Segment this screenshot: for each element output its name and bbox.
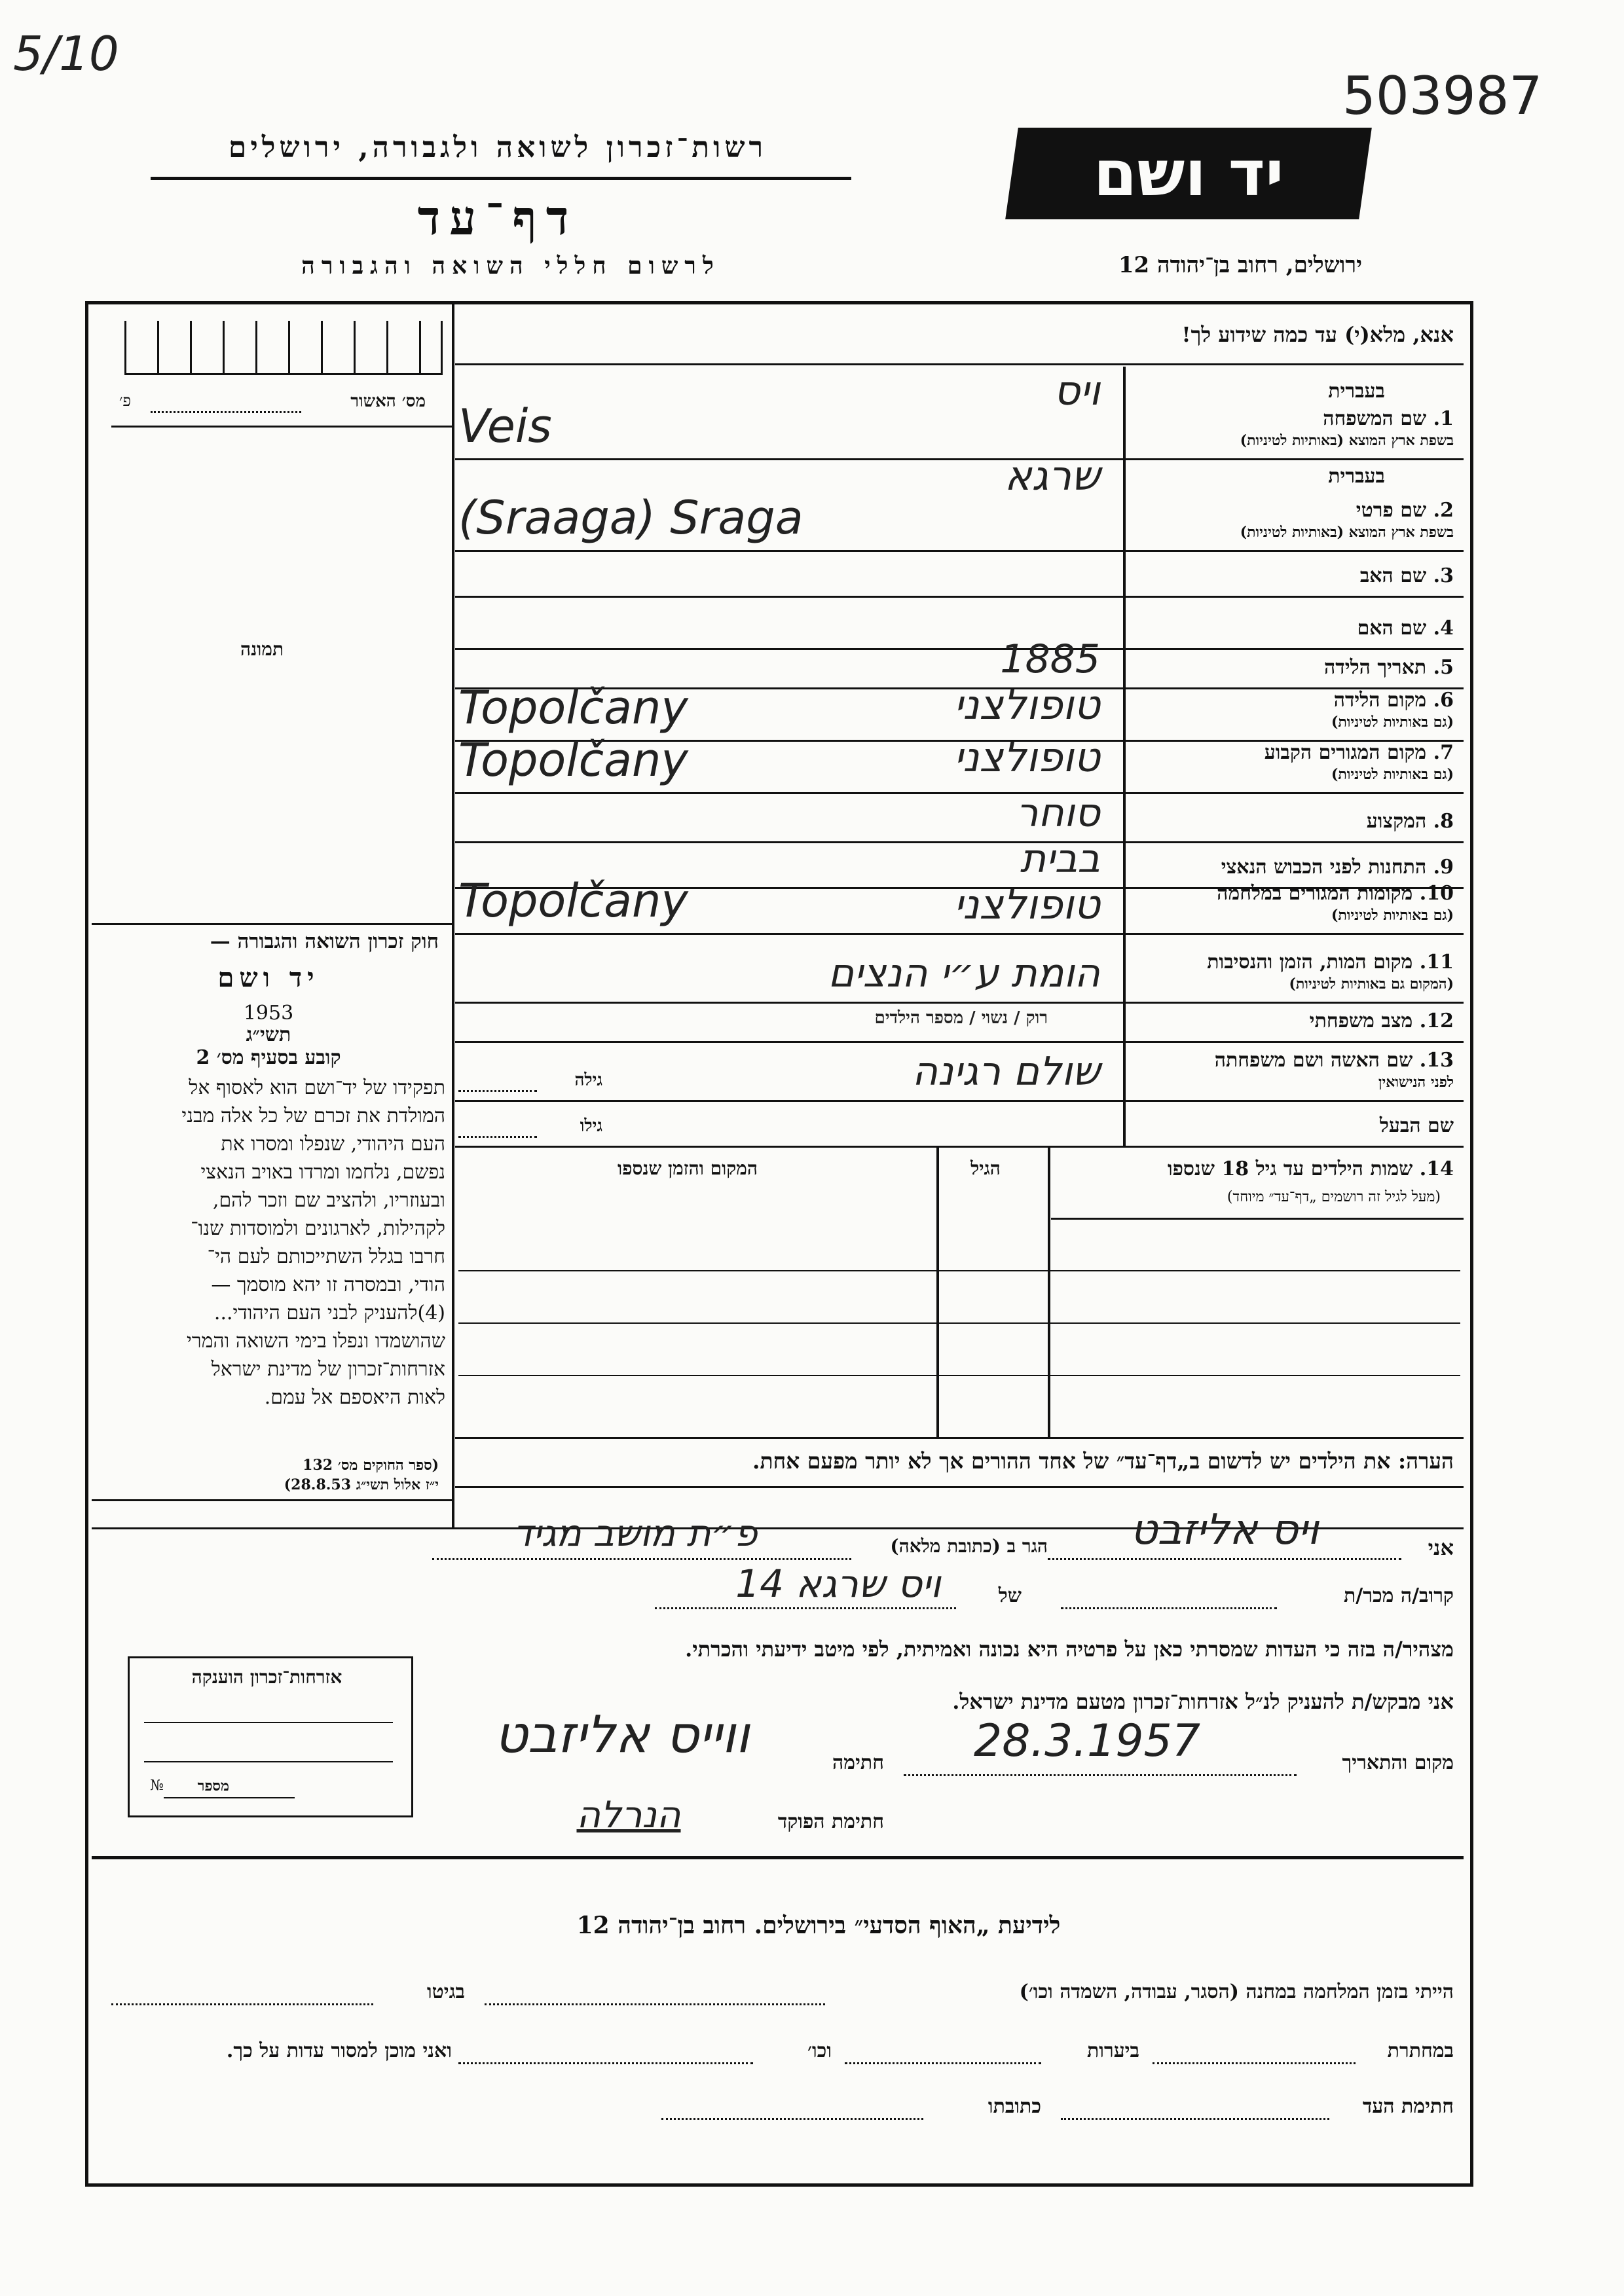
note-rule — [455, 1486, 1464, 1488]
field-value-12[interactable]: רוק / נשוי / מספר הילדים — [874, 1008, 1048, 1028]
field-label-5 — [1130, 656, 1454, 679]
children-bottom-rule — [455, 1437, 1464, 1439]
citizenship-number-label: מספר — [197, 1777, 229, 1795]
field-label-10 — [1130, 882, 1454, 905]
field-value-hebrew-6[interactable]: טופולצני — [953, 681, 1100, 729]
bottom-line1-end: בגיטו — [426, 1980, 465, 2003]
field-value-latin-10[interactable]: Topolčany — [458, 874, 688, 928]
law-footnote-1: (ספר החוקים מס׳ 132 — [303, 1457, 439, 1474]
law-body-line: חרבו בגלל השתייכותם לעם הי־ — [207, 1245, 445, 1268]
law-body-line: תפקידו של יד־ושם הוא לאסוף אל — [189, 1076, 445, 1099]
field-label-text: מקום הלידה — [1333, 689, 1427, 712]
bottom-line3-b: כתובתו — [987, 2095, 1041, 2118]
field-label-2 — [1130, 499, 1454, 522]
field-number: 13. — [1419, 1049, 1454, 1072]
field-value-latin-7[interactable]: Topolčany — [458, 733, 688, 787]
field-row-rule-12 — [455, 1041, 1464, 1043]
children-title-text: שמות הילדים עד גיל 18 שנספו — [1167, 1157, 1413, 1180]
citizenship-title: אזרחות־זכרון הוענקה — [191, 1666, 342, 1688]
field-number: 6. — [1433, 689, 1454, 712]
field-value-11[interactable]: הומת ע״י הנצים — [828, 951, 1100, 996]
witness-signature-field[interactable] — [1061, 2118, 1329, 2120]
signature-value[interactable]: ווייס אליזבט — [494, 1705, 750, 1764]
children-row-3[interactable] — [458, 1375, 1460, 1376]
relation-label: קרוב/ה מכר/ת — [1343, 1584, 1454, 1607]
field-label-12 — [1130, 1010, 1454, 1032]
field-number: 12. — [1419, 1010, 1454, 1032]
law-body-line: המולדת את זכרם של כל אלה מבני — [181, 1104, 445, 1127]
witness-address-field[interactable] — [661, 2118, 923, 2120]
declarant-lives-label: הגר ב (כתובת מלאה) — [890, 1535, 1048, 1557]
field-label-14 — [1130, 1114, 1454, 1137]
field-label-text: המקצוע — [1366, 810, 1427, 833]
officer-label: חתימת הפוקד — [777, 1810, 884, 1833]
field-number: 11. — [1419, 951, 1454, 974]
place-date-label: מקום והתאריך — [1342, 1751, 1454, 1774]
declarant-ani: אני — [1428, 1535, 1454, 1560]
field-value-9[interactable]: בבית — [1020, 836, 1100, 882]
field-label-text: מקומות המגורים במלחמה — [1217, 882, 1413, 905]
children-col-age: הגיל — [970, 1157, 1001, 1179]
bottom-line1-field[interactable] — [485, 2003, 825, 2005]
field-label-6 — [1130, 689, 1454, 712]
officer-signature[interactable]: הנרלה — [576, 1794, 681, 1836]
relation-of-label: של — [998, 1584, 1022, 1607]
field-label-text: מקום המות, הזמן והנסיבות — [1207, 951, 1413, 974]
field-value-hebrew-7[interactable]: טופולצני — [953, 733, 1100, 781]
field-label-3 — [1130, 564, 1454, 587]
approval-field[interactable] — [151, 411, 301, 413]
field-sublabel-7: (גם באותיות לטיניות) — [1331, 766, 1454, 783]
field-value-latin-1[interactable]: Veis — [458, 399, 552, 453]
bottom-line3-a: חתימת העד — [1362, 2095, 1454, 2118]
address: ירושלים, רחוב בן־יהודה 12 — [1118, 252, 1362, 278]
field-value-latin-2[interactable]: (Sraaga) Sraga — [458, 491, 803, 545]
children-col-divider-2 — [936, 1146, 939, 1437]
declarant-name[interactable]: ויס אליזבט — [1130, 1506, 1319, 1554]
field-label-13 — [1130, 1049, 1454, 1072]
authority-title: רשות־זכרון לשואה ולגבורה, ירושלים — [228, 131, 767, 164]
declarant-address[interactable]: פ״ת מושב מגיד — [513, 1512, 758, 1555]
citizenship-no-label: № — [150, 1777, 164, 1794]
field-sublabel-10: (גם באותיות לטיניות) — [1331, 907, 1454, 924]
left-column-divider — [452, 304, 454, 1529]
bottom-line2-b: ביערות — [1086, 2039, 1139, 2062]
field-value-13[interactable]: שולם רגינה — [912, 1049, 1100, 1095]
field-label-text: מצב משפחתי — [1309, 1010, 1413, 1032]
field-number: 3. — [1433, 564, 1454, 587]
field-number: 2. — [1433, 499, 1454, 522]
field-label-7 — [1130, 741, 1454, 764]
law-body-line: לקהילות, לארגונים ולמוסדות שנו־ — [191, 1217, 445, 1240]
law-body-line: נפשם, נלחמו ומרדו באויב הנאצי — [200, 1161, 445, 1184]
field-label-8 — [1130, 810, 1454, 833]
law-body-line: (4)להעניק לבני העם היהודי... — [213, 1302, 445, 1324]
field-label-text: שם האם — [1357, 617, 1427, 640]
field-label-text: שם המשפחה — [1323, 407, 1427, 430]
law-year-heb: תשי״ג — [246, 1023, 291, 1046]
law-body-line: העם היהודי, שנפלו ומסרו את — [221, 1133, 445, 1156]
field-value-hebrew-2[interactable]: שרגא — [1005, 452, 1100, 500]
children-note: הערה: את הילדים יש לדשום ב„דף־עד״ של אחד ההורים אך לא יותר מפעם אחת. — [752, 1448, 1454, 1474]
children-title — [1048, 1157, 1454, 1180]
field-age-line-14[interactable] — [458, 1136, 537, 1138]
declarant-name-line — [1048, 1558, 1401, 1560]
place-date-value[interactable]: 28.3.1957 — [973, 1715, 1201, 1767]
approval-rule — [111, 426, 452, 428]
field-number: 9. — [1433, 856, 1454, 879]
field-sublabel-6: (גם באותיות לטיניות) — [1331, 714, 1454, 731]
form-subtitle: לרשום חללי השואה והגבורה — [301, 252, 720, 280]
header-rule — [151, 177, 851, 180]
law-year: 1953 — [243, 1002, 294, 1025]
law-body — [95, 1074, 445, 1412]
field-label-9 — [1130, 856, 1454, 879]
field-label-text: שם הבעל — [1379, 1114, 1454, 1137]
relation-value-line — [655, 1607, 956, 1609]
label-column-divider — [1123, 367, 1126, 1146]
relation-value[interactable]: ויס שרגא 14 — [735, 1561, 941, 1606]
bottom-line2-end: ואני מוכן למסור עדות על כך. — [226, 2039, 452, 2062]
field-sublabel-1: בשפת ארץ המוצא (באותיות לטיניות) — [1240, 432, 1454, 449]
field-row-rule-2 — [455, 550, 1464, 552]
bottom-line1: הייתי בזמן המלחמה במחנה (הסגר, עבודה, השמדה וכו׳) — [1019, 1980, 1454, 2003]
bottom-line2-a: במחתרת — [1387, 2039, 1454, 2062]
field-value-5[interactable]: 1885 — [1000, 636, 1100, 682]
children-row-1[interactable] — [458, 1270, 1460, 1271]
field-number: 8. — [1433, 810, 1454, 833]
instructions-rule — [455, 363, 1464, 365]
bottom-forests-field[interactable] — [845, 2062, 1041, 2064]
field-label-11 — [1130, 951, 1454, 974]
field-row-rule-13 — [455, 1100, 1464, 1102]
law-name: יד ושם — [217, 962, 320, 993]
field-age-line-13[interactable] — [458, 1090, 537, 1092]
field-number: 7. — [1433, 741, 1454, 764]
law-body-line: אזרחות־זכרון של מדינת ישראל — [211, 1358, 445, 1381]
children-header-rule — [1051, 1218, 1464, 1220]
field-hebrew-tag-2: בעברית — [1328, 465, 1385, 488]
approval-label: מס׳ האשור — [350, 392, 426, 411]
signature-label: חתימה — [832, 1751, 884, 1774]
bottom-section-rule — [92, 1856, 1464, 1859]
field-number: 10. — [1419, 882, 1454, 905]
relation-line[interactable] — [1061, 1607, 1277, 1609]
logo — [1005, 128, 1372, 219]
field-label-text: תאריך הלידה — [1324, 656, 1427, 679]
law-box-bottom-rule — [92, 1499, 452, 1501]
field-age-label-13: גילה — [574, 1070, 602, 1090]
field-label-text: שם האשה ושם משפחתה — [1214, 1049, 1413, 1072]
approval-box — [124, 321, 443, 375]
law-body-line: שהושמדו ונפלו בימי השואה והמרי — [186, 1330, 445, 1353]
law-footnote-2: י״ז אלול תשי״ג 28.8.53) — [284, 1476, 439, 1493]
field-label-4 — [1130, 617, 1454, 640]
citizenship-rule-1[interactable] — [144, 1722, 393, 1723]
field-label-text: שם האב — [1359, 564, 1427, 587]
citizenship-number-line[interactable] — [164, 1797, 295, 1798]
field-label-text: מקום המגורים הקבוע — [1264, 741, 1427, 764]
law-body-line: הודי, ובמסרה זו יהא מוסמך — — [211, 1273, 445, 1296]
field-sublabel-11: (המקום גם באותיות לטיניות) — [1289, 975, 1454, 993]
field-sublabel-13: לפני הנישואין — [1378, 1074, 1454, 1091]
law-box-top-rule — [92, 923, 452, 925]
logo-text: יד ושם — [1093, 137, 1284, 210]
field-label-text: התחנות לפני הכבוש הנאצי — [1221, 856, 1427, 879]
field-sublabel-2: בשפת ארץ המוצא (באותיות לטיניות) — [1240, 524, 1454, 541]
children-num: 14. — [1419, 1157, 1454, 1180]
declarant-address-line — [432, 1558, 851, 1560]
field-value-hebrew-1[interactable]: ויס — [1054, 367, 1100, 414]
citizenship-rule-2[interactable] — [144, 1761, 393, 1762]
corner-note: 5/10 — [13, 26, 119, 81]
request-text: אני מבקש/ת להעניק לנ״ל אזרחות־זכרון מטעם מדינת ישראל. — [952, 1689, 1454, 1714]
children-subtitle: (מעל לגיל זה רושמים „דף־עד״ מיוחד) — [1227, 1189, 1441, 1205]
field-row-rule-11 — [455, 1002, 1464, 1004]
children-row-2[interactable] — [458, 1322, 1460, 1324]
bottom-etc-field[interactable] — [458, 2062, 753, 2064]
bottom-title: לידיעת „האוף הסדעי״ בירושלים. רחוב בן־יהודה 12 — [576, 1912, 1061, 1939]
law-title: חוק זכרון השואה והגבורה — — [210, 930, 439, 953]
children-top-rule — [455, 1146, 1464, 1148]
field-label-1 — [1130, 407, 1454, 430]
approval-suffix: פ׳ — [119, 392, 131, 410]
field-value-hebrew-10[interactable]: טופולצני — [953, 881, 1100, 928]
record-number: 503987 — [1342, 65, 1543, 126]
law-body-line: לאות היאספם אל עמם. — [264, 1386, 445, 1409]
field-row-rule-10 — [455, 933, 1464, 935]
law-section: קובע בסעיף מס׳ 2 — [196, 1046, 341, 1069]
place-date-line — [904, 1774, 1297, 1776]
field-number: 1. — [1433, 407, 1454, 430]
bottom-line1-ghetto-field[interactable] — [111, 2003, 373, 2005]
children-col-place: המקום והזמן שנספו — [618, 1157, 758, 1179]
declaration-text: מצהיר/ה בזה כי העדות שמסרתי כאן על פרטיה היא נכונה ואמיתית, לפי מיטב ידיעתי והכרתי. — [685, 1637, 1454, 1662]
law-body-line: ובעוזריו, ולהציב שם וזכר להם, — [212, 1189, 445, 1212]
field-value-latin-6[interactable]: Topolčany — [458, 681, 688, 735]
form-title: דף־עד — [417, 190, 578, 246]
field-hebrew-tag-1: בעברית — [1328, 380, 1385, 403]
field-age-label-14: גילו — [580, 1116, 602, 1136]
field-value-8[interactable]: סוחר — [1016, 790, 1100, 836]
field-row-rule-3 — [455, 596, 1464, 598]
field-number: 5. — [1433, 656, 1454, 679]
children-col-divider-1 — [1048, 1146, 1050, 1437]
photo-label: תמונה — [240, 638, 284, 660]
instructions: אנא, מלא(י) עד כמה שידוע לך! — [1181, 322, 1454, 347]
bottom-underground-field[interactable] — [1153, 2062, 1356, 2064]
bottom-line2-c: וכו׳ — [807, 2039, 832, 2062]
field-number: 4. — [1433, 617, 1454, 640]
field-label-text: שם פרטי — [1356, 499, 1427, 522]
